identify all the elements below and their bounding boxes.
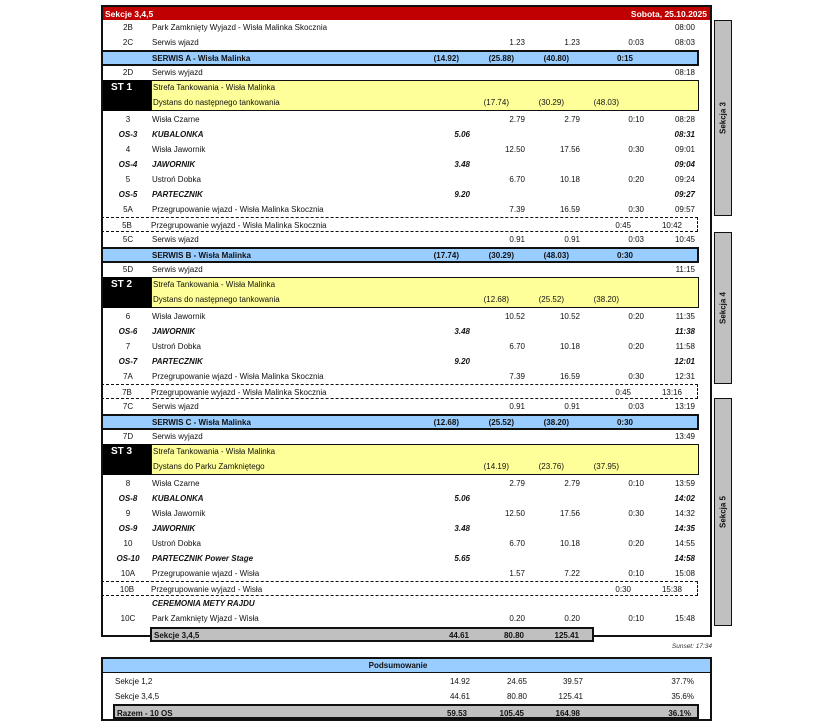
stage-row bbox=[103, 551, 710, 566]
liaison-km: 10.52 bbox=[504, 312, 525, 321]
target-time: 0:30 bbox=[615, 585, 631, 594]
target-time: 0:20 bbox=[628, 539, 644, 548]
clock-time: 09:27 bbox=[674, 190, 695, 199]
clock-time: 13:19 bbox=[674, 402, 695, 411]
location-name: Park Zamknięty Wyjazd - Wisła Malinka Skocznia bbox=[152, 23, 328, 32]
os-km: 5.06 bbox=[454, 494, 470, 503]
clock-time: 14:02 bbox=[674, 494, 695, 503]
section-bar-3 bbox=[714, 20, 732, 216]
itinerary-row bbox=[103, 20, 710, 35]
refuel-zone-id bbox=[103, 277, 151, 308]
location-name: Serwis wjazd bbox=[152, 402, 199, 411]
location-name: Park Zamknięty Wjazd - Wisła bbox=[152, 614, 259, 623]
liaison-km: (25.52) bbox=[488, 418, 514, 427]
location-name: JAWORNIK bbox=[152, 160, 196, 169]
refuel-distance-label: Dystans do Parku Zamkniętego bbox=[153, 462, 265, 471]
clock-time: 08:28 bbox=[674, 115, 695, 124]
itinerary-row bbox=[101, 384, 698, 399]
refuel-zone-row bbox=[151, 277, 699, 308]
itinerary-row bbox=[103, 566, 710, 581]
clock-time: 11:15 bbox=[675, 265, 695, 274]
liaison-km: 0.91 bbox=[509, 235, 525, 244]
refuel-zone-label: ST 1 bbox=[111, 82, 133, 93]
os-km: 9.20 bbox=[454, 190, 470, 199]
target-time: 0:30 bbox=[628, 509, 644, 518]
summary-table bbox=[101, 657, 712, 721]
itinerary-row bbox=[103, 399, 710, 414]
control-id: 5A bbox=[123, 205, 133, 214]
total-km: (38.20) bbox=[543, 418, 569, 427]
location-name: Serwis wjazd bbox=[152, 38, 199, 47]
refuel-zone-row bbox=[151, 80, 699, 111]
target-time: 0:03 bbox=[628, 402, 644, 411]
target-time: 0:30 bbox=[616, 251, 633, 260]
location-name: Przegrupowanie wjazd - Wisła Malinka Skocznia bbox=[152, 372, 324, 381]
refuel-liaison-km: (30.29) bbox=[538, 98, 564, 107]
location-name: CEREMONIA METY RAJDU bbox=[152, 599, 255, 608]
refuel-total-km: (37.95) bbox=[593, 462, 619, 471]
target-time: 0:03 bbox=[628, 38, 644, 47]
summary-total-percent: 36.1% bbox=[668, 709, 691, 718]
target-time: 0:10 bbox=[628, 569, 644, 578]
os-km: 9.20 bbox=[454, 357, 470, 366]
control-id: 7A bbox=[123, 372, 133, 381]
clock-time: 12:01 bbox=[674, 357, 695, 366]
liaison-km: 7.39 bbox=[509, 372, 525, 381]
refuel-zone-name: Strefa Tankowania - Wisła Malinka bbox=[153, 83, 276, 92]
control-id: 10B bbox=[119, 585, 135, 594]
itinerary-row bbox=[103, 429, 710, 444]
clock-time: 13:59 bbox=[674, 479, 695, 488]
clock-time: 15:48 bbox=[674, 614, 695, 623]
os-km: 3.48 bbox=[454, 524, 470, 533]
location-name: PARTECZNIK bbox=[152, 190, 203, 199]
control-id: 8 bbox=[125, 479, 131, 488]
target-time: 0:30 bbox=[628, 145, 644, 154]
location-name: Wisła Jawornik bbox=[152, 312, 206, 321]
section-label: Sekcja 3 bbox=[718, 101, 728, 135]
itinerary-row bbox=[103, 611, 710, 626]
target-time: 0:20 bbox=[628, 175, 644, 184]
total-km: 10.52 bbox=[559, 312, 580, 321]
control-id: 3 bbox=[125, 115, 131, 124]
control-id: 5C bbox=[122, 235, 134, 244]
location-name: JAWORNIK bbox=[152, 524, 196, 533]
control-id: 7C bbox=[122, 402, 134, 411]
liaison-km: (25.88) bbox=[488, 54, 514, 63]
location-name: Wisła Czarne bbox=[152, 115, 200, 124]
itinerary-row bbox=[103, 309, 710, 324]
liaison-km: 2.79 bbox=[509, 115, 525, 124]
refuel-os-km: (12.68) bbox=[483, 295, 509, 304]
summary-os-km: 44.61 bbox=[449, 692, 470, 701]
summary-row bbox=[103, 689, 710, 704]
itinerary-row bbox=[103, 172, 710, 187]
summary-total-km: 39.57 bbox=[562, 677, 583, 686]
location-name: Przegrupowanie wyjazd - Wisła bbox=[151, 585, 263, 594]
itinerary-row bbox=[103, 339, 710, 354]
service-row bbox=[101, 247, 699, 263]
target-time: 0:30 bbox=[628, 372, 644, 381]
stage-row bbox=[103, 354, 710, 369]
liaison-km: (30.29) bbox=[488, 251, 514, 260]
location-name: Przegrupowanie wyjazd - Wisła Malinka Skocznia bbox=[151, 221, 327, 230]
refuel-total-km: (38.20) bbox=[593, 295, 619, 304]
total-km: 10.18 bbox=[559, 539, 580, 548]
liaison-km: 6.70 bbox=[509, 539, 525, 548]
total-km: 0.91 bbox=[564, 235, 580, 244]
location-name: PARTECZNIK bbox=[152, 357, 203, 366]
control-id: 5 bbox=[125, 175, 131, 184]
location-name: Serwis wjazd bbox=[152, 235, 199, 244]
location-name: SERWIS B - Wisła Malinka bbox=[152, 251, 251, 260]
target-time: 0:03 bbox=[628, 235, 644, 244]
itinerary-row bbox=[103, 65, 710, 80]
location-name: Serwis wyjazd bbox=[152, 68, 203, 77]
summary-percent: 37.7% bbox=[671, 677, 694, 686]
service-row bbox=[101, 50, 699, 66]
control-id: 7D bbox=[122, 432, 134, 441]
target-time: 0:20 bbox=[628, 312, 644, 321]
location-name: SERWIS A - Wisła Malinka bbox=[152, 54, 251, 63]
refuel-os-km: (17.74) bbox=[483, 98, 509, 107]
summary-label: Sekcje 3,4,5 bbox=[115, 692, 160, 701]
liaison-km: 12.50 bbox=[504, 509, 525, 518]
refuel-distance-label: Dystans do następnego tankowania bbox=[153, 295, 280, 304]
control-id: 10C bbox=[120, 614, 136, 623]
os-km: 5.65 bbox=[454, 554, 470, 563]
location-name: PARTECZNIK Power Stage bbox=[152, 554, 254, 563]
total-km: 2.79 bbox=[564, 115, 580, 124]
control-id: 7 bbox=[125, 342, 131, 351]
itinerary-row bbox=[101, 581, 698, 596]
total-km: 10.18 bbox=[559, 342, 580, 351]
itinerary-row bbox=[103, 596, 710, 611]
clock-time: 11:35 bbox=[675, 312, 695, 321]
itinerary-row bbox=[103, 112, 710, 127]
target-time: 0:10 bbox=[628, 115, 644, 124]
control-id: OS-4 bbox=[118, 160, 138, 169]
os-km: (17.74) bbox=[433, 251, 459, 260]
stage-row bbox=[103, 127, 710, 142]
liaison-km: 6.70 bbox=[509, 342, 525, 351]
itinerary-row bbox=[103, 202, 710, 217]
control-id: 2C bbox=[122, 38, 134, 47]
total-km: 16.59 bbox=[559, 372, 580, 381]
clock-time: 08:00 bbox=[674, 23, 695, 32]
total-km: 125.41 bbox=[554, 631, 579, 640]
stage-row bbox=[103, 324, 710, 339]
itinerary-row bbox=[103, 536, 710, 551]
total-km: 7.22 bbox=[564, 569, 580, 578]
liaison-km: 0.20 bbox=[509, 614, 525, 623]
clock-time: 08:03 bbox=[674, 38, 695, 47]
itinerary-row bbox=[103, 142, 710, 157]
os-km: 3.48 bbox=[454, 327, 470, 336]
location-name: JAWORNIK bbox=[152, 327, 196, 336]
location-name: SERWIS C - Wisła Malinka bbox=[152, 418, 251, 427]
itinerary-row bbox=[103, 35, 710, 50]
itinerary-row bbox=[103, 476, 710, 491]
summary-os-km: 14.92 bbox=[449, 677, 470, 686]
refuel-zone-row bbox=[151, 444, 699, 475]
os-km: 5.06 bbox=[454, 130, 470, 139]
section-bar-5 bbox=[714, 398, 732, 626]
summary-total-os-km: 59.53 bbox=[446, 709, 467, 718]
location-name: Przegrupowanie wjazd - Wisła Malinka Skocznia bbox=[152, 205, 324, 214]
location-name: Przegrupowanie wyjazd - Wisła Malinka Skocznia bbox=[151, 388, 327, 397]
refuel-os-km: (14.19) bbox=[483, 462, 509, 471]
stage-row bbox=[103, 187, 710, 202]
control-id: 7B bbox=[122, 388, 132, 397]
sunset-note: Sunset: 17:34 bbox=[671, 643, 712, 650]
control-id: 10 bbox=[123, 539, 133, 548]
total-km: (40.80) bbox=[543, 54, 569, 63]
control-id: OS-5 bbox=[118, 190, 138, 199]
stage-row bbox=[103, 157, 710, 172]
clock-time: 08:18 bbox=[674, 68, 695, 77]
control-id: OS-7 bbox=[118, 357, 138, 366]
location-name: Przegrupowanie wjazd - Wisła bbox=[152, 569, 260, 578]
control-id: 2D bbox=[122, 68, 134, 77]
service-row bbox=[101, 414, 699, 430]
header-date: Sobota, 25.10.2025 bbox=[630, 9, 707, 19]
clock-time: 13:49 bbox=[674, 432, 695, 441]
summary-total-km: 164.98 bbox=[555, 709, 580, 718]
target-time: 0:45 bbox=[615, 221, 631, 230]
summary-total-label: Razem - 10 OS bbox=[117, 709, 173, 718]
liaison-km: 6.70 bbox=[509, 175, 525, 184]
clock-time: 11:38 bbox=[675, 327, 695, 336]
itinerary-row bbox=[103, 506, 710, 521]
summary-label: Sekcje 1,2 bbox=[115, 677, 153, 686]
itinerary-row bbox=[103, 262, 710, 277]
liaison-km: 1.23 bbox=[509, 38, 525, 47]
liaison-km: 7.39 bbox=[509, 205, 525, 214]
header-sections: Sekcje 3,4,5 bbox=[105, 9, 154, 19]
stage-row bbox=[103, 521, 710, 536]
clock-time: 08:31 bbox=[674, 130, 695, 139]
summary-title: Podsumowanie bbox=[368, 661, 428, 670]
total-km: 0.20 bbox=[564, 614, 580, 623]
location-name: Ustroń Dobka bbox=[152, 342, 201, 351]
os-km: 3.48 bbox=[454, 160, 470, 169]
location-name: KUBALONKA bbox=[152, 130, 204, 139]
target-time: 0:15 bbox=[616, 54, 633, 63]
control-id: OS-3 bbox=[118, 130, 138, 139]
clock-time: 12:31 bbox=[674, 372, 695, 381]
os-km: (14.92) bbox=[433, 54, 459, 63]
control-id: 5D bbox=[122, 265, 134, 274]
refuel-liaison-km: (25.52) bbox=[538, 295, 564, 304]
control-id: 4 bbox=[125, 145, 131, 154]
liaison-km: 12.50 bbox=[504, 145, 525, 154]
clock-time: 10:42 bbox=[661, 221, 682, 230]
summary-header bbox=[103, 659, 710, 673]
control-id: 6 bbox=[125, 312, 131, 321]
clock-time: 15:08 bbox=[674, 569, 695, 578]
clock-time: 14:55 bbox=[674, 539, 695, 548]
clock-time: 09:01 bbox=[674, 145, 695, 154]
itinerary-row bbox=[101, 217, 698, 232]
control-id: OS-8 bbox=[118, 494, 138, 503]
summary-total-row bbox=[113, 704, 699, 719]
location-name: Serwis wyjazd bbox=[152, 432, 203, 441]
summary-total-liaison-km: 105.45 bbox=[499, 709, 524, 718]
total-os-km: 44.61 bbox=[448, 631, 469, 640]
location-name: Ustroń Dobka bbox=[152, 539, 201, 548]
refuel-zone-label: ST 3 bbox=[111, 446, 133, 457]
itinerary-row bbox=[103, 369, 710, 384]
refuel-zone-name: Strefa Tankowania - Wisła Malinka bbox=[153, 280, 276, 289]
target-time: 0:30 bbox=[616, 418, 633, 427]
refuel-total-km: (48.03) bbox=[593, 98, 619, 107]
clock-time: 14:32 bbox=[674, 509, 695, 518]
location-name: Wisła Czarne bbox=[152, 479, 200, 488]
section-label: Sekcja 4 bbox=[718, 291, 728, 325]
total-km: 17.56 bbox=[559, 509, 580, 518]
target-time: 0:10 bbox=[628, 479, 644, 488]
control-id: 5B bbox=[122, 221, 132, 230]
total-km: 16.59 bbox=[559, 205, 580, 214]
clock-time: 14:58 bbox=[674, 554, 695, 563]
total-km: (48.03) bbox=[543, 251, 569, 260]
section-label: Sekcja 5 bbox=[718, 495, 728, 529]
total-km: 17.56 bbox=[559, 145, 580, 154]
summary-liaison-km: 24.65 bbox=[506, 677, 527, 686]
target-time: 0:10 bbox=[628, 614, 644, 623]
refuel-liaison-km: (23.76) bbox=[538, 462, 564, 471]
itinerary-header bbox=[101, 5, 712, 20]
itinerary-row bbox=[103, 232, 710, 247]
control-id: 10A bbox=[120, 569, 136, 578]
location-name: Ustroń Dobka bbox=[152, 175, 201, 184]
refuel-zone-label: ST 2 bbox=[111, 279, 133, 290]
os-km: (12.68) bbox=[433, 418, 459, 427]
stage-row bbox=[103, 491, 710, 506]
refuel-zone-id bbox=[103, 80, 151, 111]
control-id: 2B bbox=[123, 23, 133, 32]
summary-total-km: 125.41 bbox=[558, 692, 583, 701]
clock-time: 11:58 bbox=[675, 342, 695, 351]
liaison-km: 1.57 bbox=[509, 569, 525, 578]
clock-time: 09:04 bbox=[674, 160, 695, 169]
location-name: KUBALONKA bbox=[152, 494, 204, 503]
refuel-distance-label: Dystans do następnego tankowania bbox=[153, 98, 280, 107]
total-km: 2.79 bbox=[564, 479, 580, 488]
summary-percent: 35.6% bbox=[671, 692, 694, 701]
control-id: OS-9 bbox=[118, 524, 138, 533]
control-id: 9 bbox=[125, 509, 131, 518]
location-name: Wisła Jawornik bbox=[152, 145, 206, 154]
sections-total-row bbox=[150, 627, 594, 642]
section-bar-4 bbox=[714, 232, 732, 384]
total-liaison-km: 80.80 bbox=[503, 631, 524, 640]
liaison-km: 2.79 bbox=[509, 479, 525, 488]
location-name: Wisła Jawornik bbox=[152, 509, 206, 518]
clock-time: 14:35 bbox=[674, 524, 695, 533]
control-id: OS-6 bbox=[118, 327, 138, 336]
total-label: Sekcje 3,4,5 bbox=[154, 631, 200, 640]
clock-time: 09:24 bbox=[674, 175, 695, 184]
target-time: 0:30 bbox=[628, 205, 644, 214]
control-id: OS-10 bbox=[116, 554, 140, 563]
clock-time: 10:45 bbox=[674, 235, 695, 244]
location-name: Serwis wyjazd bbox=[152, 265, 203, 274]
total-km: 1.23 bbox=[564, 38, 580, 47]
total-km: 0.91 bbox=[564, 402, 580, 411]
liaison-km: 0.91 bbox=[509, 402, 525, 411]
target-time: 0:45 bbox=[615, 388, 631, 397]
target-time: 0:20 bbox=[628, 342, 644, 351]
refuel-zone-name: Strefa Tankowania - Wisła Malinka bbox=[153, 447, 276, 456]
total-km: 10.18 bbox=[559, 175, 580, 184]
summary-row bbox=[103, 674, 710, 689]
summary-liaison-km: 80.80 bbox=[506, 692, 527, 701]
clock-time: 15:38 bbox=[661, 585, 682, 594]
clock-time: 13:16 bbox=[661, 388, 682, 397]
clock-time: 09:57 bbox=[674, 205, 695, 214]
refuel-zone-id bbox=[103, 444, 151, 475]
